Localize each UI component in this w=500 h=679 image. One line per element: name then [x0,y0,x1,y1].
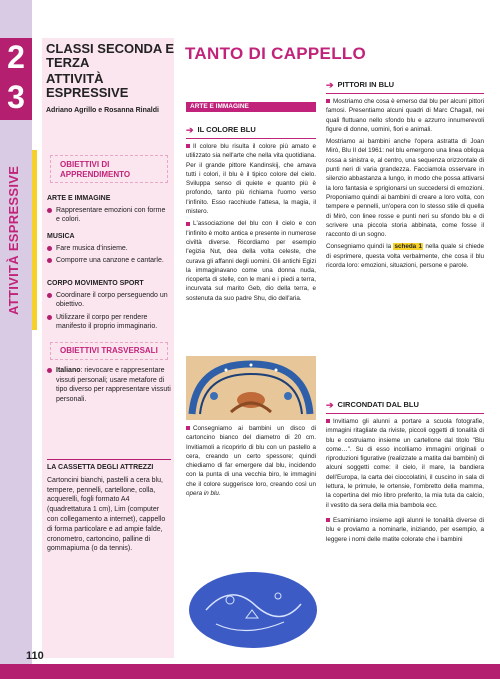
divider [326,413,484,414]
list-item: Italiano: rievocare e rappresentare vissuti personali; usare metafore di tipo diverso per rappresentare vissuti personali. [47,366,171,404]
colore-blu-text: Il colore blu risulta il colore più amato e utilizzato sia nell'arte che nella vita quotidiana. Per il grande pittore Kandinskij, che amava tutti i colori, il blu è il tipico colore del cielo. Sviluppa senso di quiete e quanto più è profondo, tanto più richiama l'uomo verso l'infinito. Esso racchiude l'attesa, la magia, il mistero. L'associazione del blu con il cielo e con l'infinito è molto antica e presente in numerose civiltà diverse. Ricordiamo per esempio l'egizia Nut, dea della volta celeste, che curava gli affanni degli uomini. Gli antichi Egizi la immaginavano come una donna nuda, ricoperta di stelle, con le mani e i piedi a terra, incurvata sul marito Geb, dio della terra, e sostenuta da suo padre Shu, dio dell'aria. [186,143,316,302]
nut-illustration [186,356,316,420]
bullet-icon [326,99,330,103]
section-bar: ARTE E IMMAGINE [186,102,316,112]
authors: Adriano Agrillo e Rosanna Rinaldi [46,107,159,114]
toolbox-section [47,459,171,554]
pittori-text: Mostriamo che cosa è emerso dal blu per alcuni pittori famosi. Presentiamo alcuni quadri di Marc Chagall, nei quali fluttuano nello sfondo blu e azzurro innumerevoli figure di donne, uomini, fiori e animali. Mostriamo ai bambini anche l'opera astratta di Joan Mirò, Blu II del 1961: nel blu emergono una linea obliqua rossa a sinistra e, al centro, una sequenza orizzontale di punti neri di varia grandezza. Facciamola osservare in silenzio abbastanza a lungo, in modo che possa attivarsi la loro fantasia e sprigionarsi un succedersi di emozioni. Proponiamo quindi ai bambini di creare a loro volta, con tempere e pennelli, un'opera con lo stesso stile di quella di Mirò, con linee rosse e punti neri su sfondo blu e di scrivere una piccola storia abbinata, come fosse il racconto di un sogno. Consegniamo quindi la scheda 1 nella quale si chiede di esprimere, questa volta verbalmente, che cosa il blu ricorda loro: emozioni, situazioni, persone e parole. [326,98,485,270]
heading-il-colore-blu: ➔ IL COLORE BLU [186,125,256,135]
transversal-objectives [47,366,171,407]
sidebar-title: ATTIVITÀ ESPRESSIVE [6,165,21,315]
arrow-right-icon: ➔ [326,80,334,90]
bullet-icon [47,368,52,373]
scheda-highlight: scheda 1 [394,243,422,251]
divider [186,138,316,139]
bullet-icon [47,293,52,298]
class-title: CLASSI SECONDA E TERZA [46,41,175,70]
page-number: 110 [26,650,44,662]
list-item: Comporre una canzone e cantarle. [47,256,171,266]
bullet-icon [326,518,330,522]
heading-pittori-in-blu: ➔ PITTORI IN BLU [326,80,395,90]
musica-objectives [47,232,171,269]
disco-activity-text: Consegniamo ai bambini un disco di cartoncino bianco del diametro di 20 cm. Invitiamoli a ricoprirlo di blu con un pastello a cera, creando un certo spessore; quindi chiediamo di far emergere dal blu, incidendo con la punta di una vecchia biro, le immagini che il colore suggerisce loro, creando così un opera in blu. [186,425,316,498]
bullet-icon [186,222,190,226]
transversal-heading: OBIETTIVI TRASVERSALI [60,346,158,355]
list-item: Coordinare il corpo perseguendo un obiettivo. [47,291,171,310]
bullet-icon [47,246,52,251]
bullet-icon [47,258,52,263]
footer-bar [0,664,500,679]
arte-heading: ARTE E IMMAGINE [47,195,111,202]
grade-3: 3 [7,79,25,115]
objectives-heading: OBIETTIVI DI APPRENDIMENTO [60,160,131,179]
bullet-icon [47,208,52,213]
bullet-icon [186,426,190,430]
corpo-objectives [47,279,171,335]
blue-disc-illustration [186,570,320,650]
bullet-icon [47,315,52,320]
activity-title: ATTIVITÀ ESPRESSIVE [46,71,129,100]
arrow-right-icon: ➔ [186,125,194,135]
arte-objectives [47,194,171,228]
list-item: Rappresentare emozioni con forme e colori. [47,206,171,225]
grade-2: 2 [7,39,25,75]
toolbox-text: Cartoncini bianchi, pastelli a cera blu, tempere, pennelli, cartellone, colla, acquerelli, fogli formato A4 (quadrettatura 1 cm), Lim (computer con collegamento a internet), cappello di forma particolare e ad ampie falde, cronometro, cartoncino, palline di gommapiuma (o da tennis). [47,476,166,553]
bullet-icon [186,144,190,148]
left-header [46,42,176,116]
list-item: Utilizzare il corpo per rendere manifesto il proprio immaginario. [47,313,171,332]
musica-heading: MUSICA [47,233,75,240]
yellow-accent-bar [32,150,37,330]
divider [326,93,484,94]
list-item: Fare musica d'insieme. [47,244,171,254]
circondati-text: Invitiamo gli alunni a portare a scuola fotografie, immagini ritagliate da riviste, piccoli oggetti di tonalità di blu e costruiamo insieme un cartellone dal titolo "Blu come…". Su di esso incolliamo immagini originali o riproduzioni figurative (realizzate a matita dai bambini) di alcuni soggetti come: il cielo, il mare, la bandiera dell'Europa, la carta dei cioccolatini, il cuscino in sala di lettura, le primule, le ortensie, l'ombretto della mamma, la copertina del mio libro preferito, la mia tuta da calcio, il vestito da sera della mia bambola ecc. Esaminiamo insieme agli alunni le tonalità diverse di blu e proviamo a nominarle, iniziando, per esempio, a leggere i nomi delle matite colorate che i bambini [326,418,484,543]
page-title: TANTO DI CAPPELLO [185,44,367,63]
toolbox-heading: LA CASSETTA DEGLI ATTREZZI [47,459,171,473]
bullet-icon [326,419,330,423]
corpo-heading: CORPO MOVIMENTO SPORT [47,280,144,287]
arrow-right-icon: ➔ [326,400,334,410]
heading-circondati-dal-blu: ➔ CIRCONDATI DAL BLU [326,400,419,410]
